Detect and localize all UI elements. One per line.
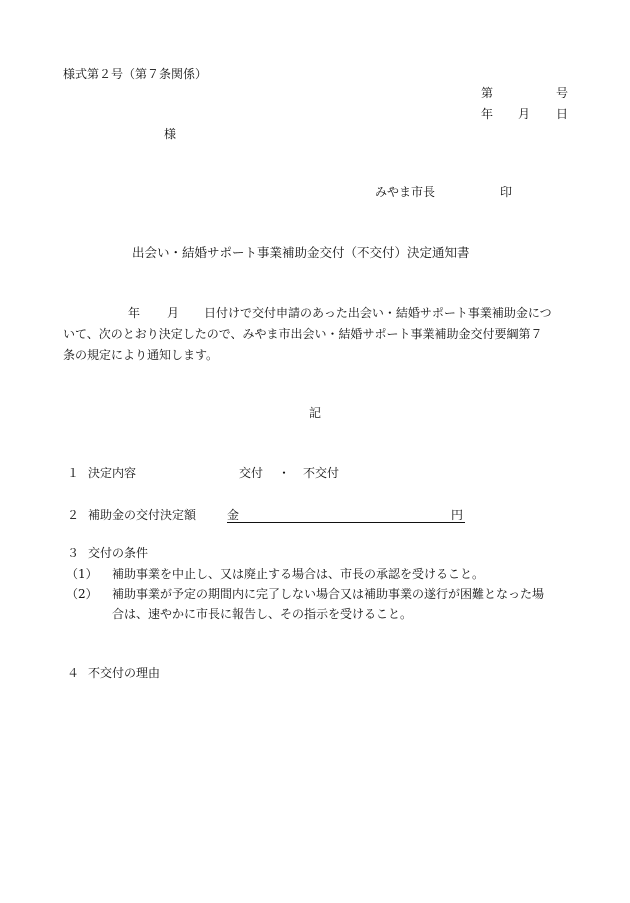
date-day-label: 日 [556,107,569,121]
ref-no-dai: 第 [481,86,494,100]
item2-kin: 金 [227,508,240,522]
body-line-3: 条の規定により通知します。 [63,348,219,362]
item2-yen: 円 [451,508,464,522]
form-id: 様式第２号（第７条関係） [63,67,208,81]
item1-label: 決定内容 [88,466,137,480]
item1-option-fukofu: 不交付 [303,466,340,480]
condition1-text: 補助事業を中止し、又は廃止する場合は、市長の承認を受けること。 [112,567,485,581]
item3-label: 交付の条件 [88,546,149,560]
item4-label: 不交付の理由 [88,666,161,680]
item1-separator: ・ [278,466,291,480]
condition2-text-line2: 合は、速やかに市長に報告し、その指示を受けること。 [112,607,413,621]
condition2-number: （2） [66,587,98,601]
date-month-label: 月 [518,107,531,121]
item2-number: ２ [67,508,80,522]
condition1-number: （1） [66,567,98,581]
body-month-label: 月 [167,306,180,320]
item1-option-kofu: 交付 [239,466,264,480]
date-year-label: 年 [481,107,494,121]
document-title: 出会い・結婚サポート事業補助金交付（不交付）決定通知書 [132,245,470,260]
item1-number: １ [67,466,80,480]
addressee-sama: 様 [164,127,177,141]
body-line-2: いて、次のとおり決定したので、みやま市出会い・結婚サポート事業補助金交付要綱第７ [63,327,543,341]
item4-number: ４ [67,666,80,680]
ref-no-go: 号 [556,86,569,100]
issuer-name: みやま市長 [375,185,436,199]
item3-number: ３ [67,546,80,560]
item2-label: 補助金の交付決定額 [88,508,197,522]
amount-underline [227,522,465,523]
body-line-1: 日付けで交付申請のあった出会い・結婚サポート事業補助金につ [204,306,552,320]
issuer-seal: 印 [500,185,513,199]
condition2-text-line1: 補助事業が予定の期間内に完了しない場合又は補助事業の遂行が困難となった場 [112,587,545,601]
ki-heading: 記 [309,406,322,420]
body-year-label: 年 [128,306,141,320]
